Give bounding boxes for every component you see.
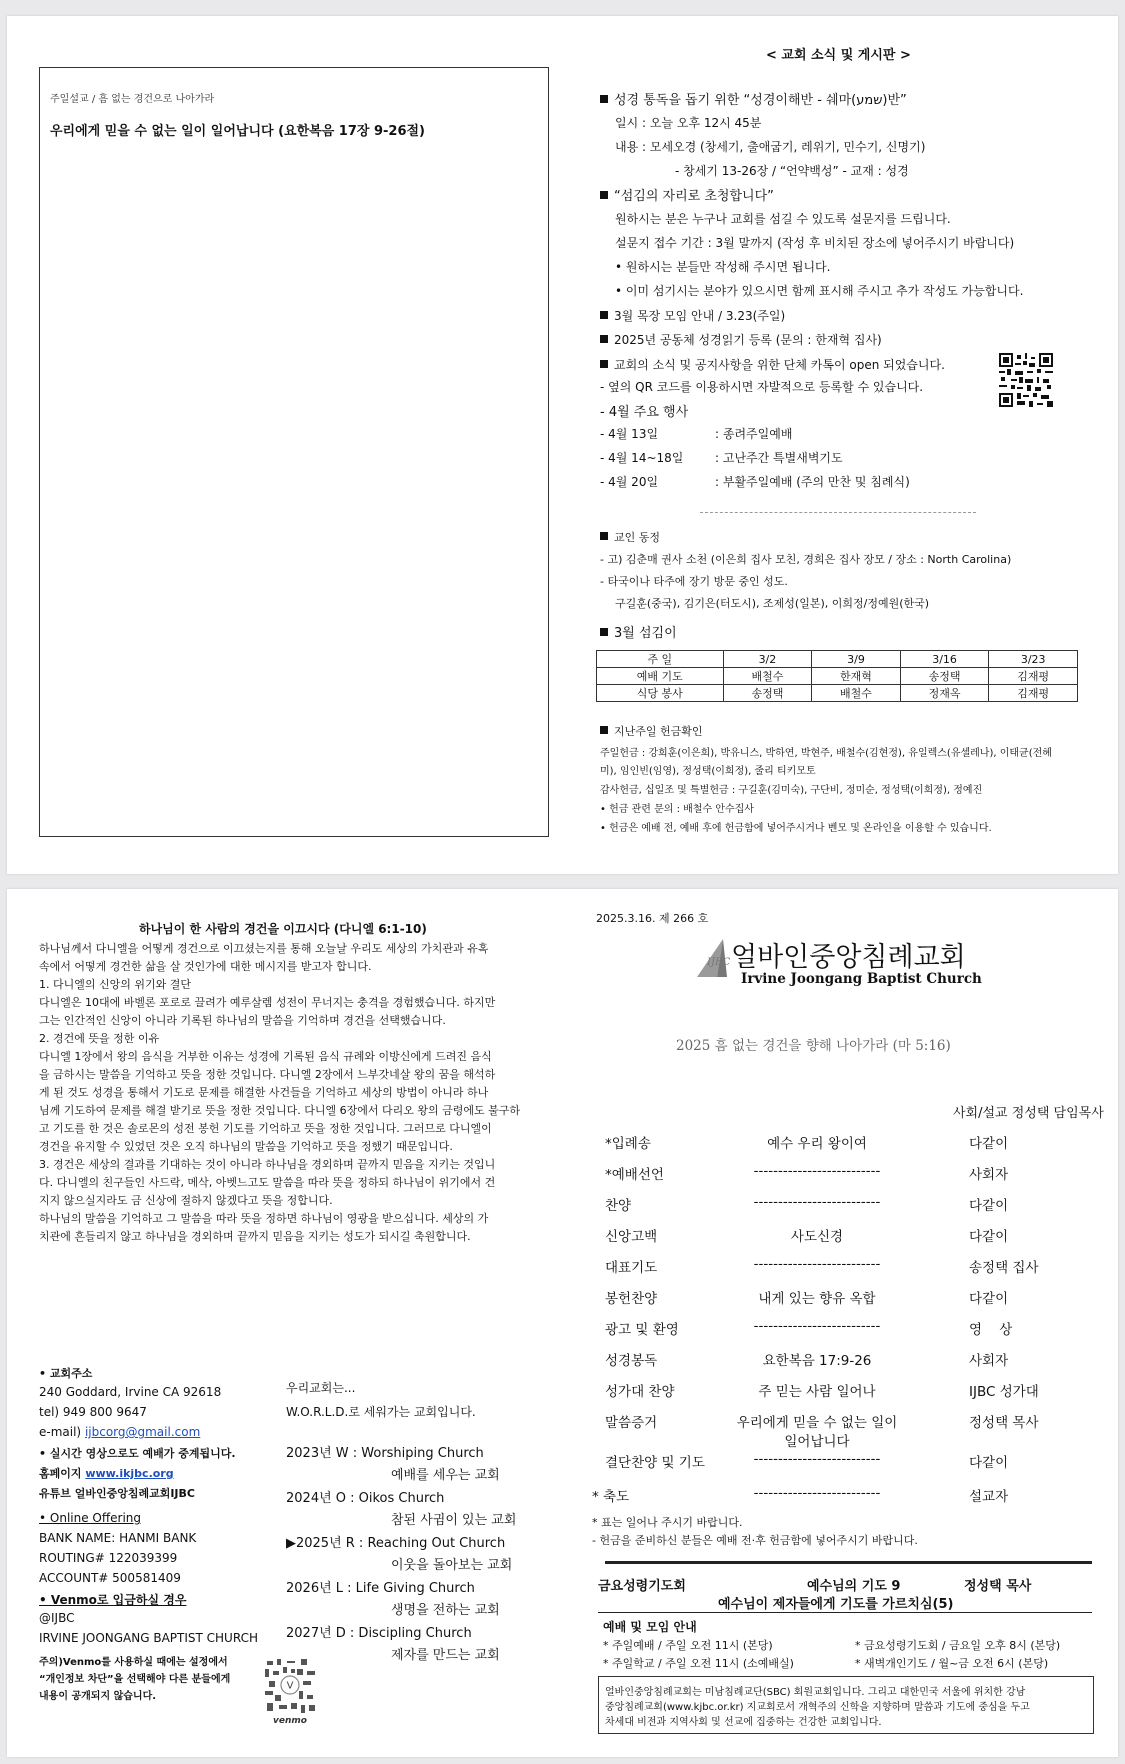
table-header-cell: 3/16 [900, 651, 989, 668]
order-by: 정성택 목사 [969, 1415, 1039, 1431]
table-cell: 김재평 [989, 668, 1078, 685]
order-content: 예수 우리 왕이여 [767, 1136, 867, 1152]
table-header-cell: 3/2 [723, 651, 812, 668]
svg-text:V: V [286, 1680, 294, 1692]
bullet-square-icon [600, 532, 608, 540]
order-content: -------------------------- [753, 1194, 881, 1210]
world-year: 2026년 L : Life Giving Church [286, 1581, 475, 1596]
order-content: -------------------------- [753, 1163, 881, 1179]
friday-prayer-speaker: 정성택 목사 [964, 1579, 1032, 1594]
live-stream-note: • 실시간 영상으로도 예배가 중계됩니다. [39, 1447, 236, 1460]
table-cell: 한재혁 [812, 668, 901, 685]
notice-cell-group: 3월 목장 모임 안내 / 3.23(주일) [600, 307, 785, 324]
order-content: -------------------------- [753, 1451, 881, 1467]
offering-line: 미), 임인빈(임영), 정성택(이희정), 줄리 티키모토 [600, 766, 816, 777]
church-name-korean: 얼바인중앙침례교회 [731, 942, 966, 973]
table-header-cell: 3/9 [812, 651, 901, 668]
table-cell: 정재옥 [900, 685, 989, 702]
homepage-link[interactable]: www.ikjbc.org [85, 1467, 174, 1480]
table-row [597, 685, 1078, 702]
year-motto: 2025 흠 없는 경건을 향해 나아가라 (마 5:16) [676, 1038, 951, 1054]
order-item: 신앙고백 [605, 1229, 658, 1245]
devotion-line: 고 기도를 한 것은 솔로몬의 성전 봉헌 기도를 기억하고 뜻을 정한 것입니다. 그러므로 다니엘이 [39, 1122, 492, 1135]
board-heading: < 교회 소식 및 게시판 > [766, 48, 911, 63]
order-content: 주 믿는 사람 일어나 [758, 1384, 876, 1400]
order-content: 사도신경 [790, 1229, 844, 1245]
devotion-line: 하나님께서 다니엘을 어떻게 경건으로 이끄셨는지를 통해 오늘날 우리도 세상의 가치관과 유혹 [39, 942, 489, 955]
offering-line: • 헌금은 예배 전, 예배 후에 헌금함에 넣어주시거나 벤모 및 온라인을 이용할 수 있습니다. [600, 823, 992, 834]
divider-line [605, 1561, 1092, 1564]
section-divider [700, 512, 976, 513]
devotion-line: 다니엘은 10대에 바벨론 포로로 끌려가 예루살렘 성전이 무너지는 충격을 경험했습니다. 하지만 [39, 996, 496, 1009]
april-event-date: - 4월 14~18일 [600, 451, 684, 465]
youtube-channel[interactable]: 유튜브 얼바인중앙침례교회IJBC [39, 1487, 195, 1500]
homepage-row: 홈페이지 www.ikjbc.org [39, 1467, 174, 1480]
devotion-line: 게 된 것도 성경을 통해서 기도로 문제를 해결한 사건들을 기억하고 세상의 방법이 아니라 하나 [39, 1086, 489, 1099]
notice-title: 성경 통독을 돕기 위한 “성경이해반 - 쉐마(שמע)반” [614, 93, 907, 108]
member-news-line: 구길훈(중국), 김기은(터도시), 조제성(일본), 이희정/정예원(한국) [615, 597, 930, 610]
logo-text: IJBC [707, 957, 731, 968]
notice-bible-reading: 2025년 공동체 성경읽기 등록 (문의 : 한재혁 집사) [600, 331, 882, 348]
routing-number: ROUTING# 122039399 [39, 1551, 178, 1565]
order-item: * 축도 [592, 1489, 630, 1505]
april-event-name: : 고난주간 특별새벽기도 [715, 451, 843, 465]
devotion-line: 3. 경건은 세상의 결과를 기대하는 것이 아니라 하나님을 경외하며 끝까지 믿음을 지키는 것입니 [39, 1158, 496, 1171]
table-cell: 김재평 [989, 685, 1078, 702]
order-by: 설교자 [969, 1489, 1009, 1505]
world-year: ▶2025년 R : Reaching Out Church [286, 1536, 506, 1551]
order-by: 다같이 [969, 1229, 1009, 1245]
order-content: -------------------------- [753, 1485, 881, 1501]
offering-line: • 헌금 관련 문의 : 배철수 안수집사 [600, 804, 754, 815]
order-by: 다같이 [969, 1455, 1009, 1471]
order-by: 영 상 [969, 1322, 1013, 1338]
devotion-line: 을 금하시는 말씀을 기억하고 뜻을 정한 것입니다. 다니엘 2장에서 느부갓네살 왕의 꿈을 해석하 [39, 1068, 496, 1081]
bank-name: BANK NAME: HANMI BANK [39, 1531, 197, 1545]
bullet-square-icon [600, 335, 608, 343]
bullet-square-icon [600, 360, 608, 368]
notice-line: 내용 : 모세오경 (창세기, 출애굽기, 레위기, 민수기, 신명기) [615, 140, 926, 154]
order-content: -------------------------- [753, 1318, 881, 1334]
order-by: 다같이 [969, 1198, 1009, 1214]
church-info-line: 차세대 비전과 지역사회 및 선교에 집중하는 건강한 교회입니다. [605, 1717, 882, 1728]
venmo-id: @IJBC [39, 1611, 75, 1625]
order-item: *예배선언 [605, 1167, 664, 1183]
bulletin-outer-page [7, 889, 1118, 1757]
order-content: 일어납니다 [784, 1434, 850, 1450]
notice-line: 일시 : 오늘 오후 12시 45분 [615, 116, 762, 130]
schedule-title: 예배 및 모임 안내 [603, 1620, 697, 1634]
notice-line: 설문지 접수 기간 : 3월 말까지 (작성 후 비치된 장소에 넣어주시기 바랍니다) [615, 236, 1015, 250]
notice-line: - 창세기 13-26장 / “언약백성” - 교재 : 성경 [675, 164, 909, 178]
sermon-series-label: 주일설교 / 흠 없는 경건으로 나아가라 [50, 94, 215, 105]
notice-line: 원하시는 분은 누구나 교회를 섬길 수 있도록 설문지를 드립니다. [615, 212, 951, 226]
order-by: 사회자 [969, 1167, 1009, 1183]
april-events-title: - 4월 주요 행사 [600, 405, 689, 420]
church-info-line: 중앙침례교회(www.kjbc.or.kr) 지교회로서 개혁주의 신학을 지향하며 말씀과 기도에 중심을 두고 [605, 1702, 1030, 1713]
table-cell: 송정택 [900, 668, 989, 685]
table-cell: 송정택 [723, 685, 812, 702]
order-item: 봉헌찬양 [605, 1291, 658, 1307]
sermon-notes-box [39, 67, 549, 837]
order-item: 말씀증거 [605, 1415, 658, 1431]
notice-kakao-group: 교회의 소식 및 공지사항을 위한 단체 카톡이 open 되었습니다. [600, 356, 945, 373]
order-content: 요한복음 17:9-26 [762, 1353, 872, 1369]
april-event-name: : 종려주일예배 [715, 427, 793, 441]
offering-line: 감사헌금, 십일조 및 특별헌금 : 구길훈(김미숙), 구단비, 정미순, 정성택(이희정), 정예진 [600, 785, 983, 796]
notice-title: “섬김의 자리로 초청합니다” [614, 189, 774, 204]
church-address: 240 Goddard, Irvine CA 92618 [39, 1385, 222, 1399]
devotion-line: 치관에 흔들리지 않고 하나님을 경외하며 끝까지 믿음을 지키는 성도가 되시길 축원합니다. [39, 1230, 471, 1243]
devotion-title: 하나님이 한 사람의 경건을 이끄시다 (다니엘 6:1-10) [139, 922, 427, 936]
friday-prayer-title: 예수님의 기도 9 [807, 1579, 901, 1594]
church-email-row: e-mail) ijbcorg@gmail.com [39, 1425, 201, 1439]
friday-prayer-subtitle: 예수님이 제자들에게 기도를 가르치심(5) [718, 1597, 954, 1612]
notice-serving [600, 185, 774, 204]
table-header-cell: 주 일 [597, 651, 724, 668]
venmo-title: • Venmo로 입금하실 경우 [39, 1593, 187, 1607]
devotion-line: 하나님의 말씀을 기억하고 그 말씀을 따라 뜻을 정하면 하나님이 영광을 받으십니다. 세상의 가 [39, 1212, 489, 1225]
bullet-square-icon [600, 726, 608, 734]
world-desc: 생명을 전하는 교회 [391, 1603, 500, 1618]
table-row [597, 651, 1078, 668]
table-cell: 배철수 [723, 668, 812, 685]
venmo-logo-text: venmo [273, 1716, 307, 1726]
world-desc: 제자를 만드는 교회 [391, 1648, 500, 1663]
notice-line: • 원하시는 분들만 작성해 주시면 됩니다. [615, 260, 831, 274]
order-by: 다같이 [969, 1291, 1009, 1307]
order-note: - 헌금을 준비하신 분들은 예배 전·후 헌금함에 넣어주시기 바랍니다. [592, 1534, 918, 1547]
church-name-english: Irvine Joongang Baptist Church [741, 971, 982, 987]
order-by: IJBC 성가대 [969, 1384, 1039, 1400]
venmo-account-name: IRVINE JOONGANG BAPTIST CHURCH [39, 1631, 258, 1645]
bulletin-inner-page [7, 16, 1118, 874]
devotion-line: 그는 인간적인 신앙이 아니라 기록된 하나님의 말씀을 기억하며 경건을 선택했습니다. [39, 1014, 446, 1027]
bullet-square-icon [600, 95, 608, 103]
order-item: *입례송 [605, 1136, 651, 1152]
order-item: 성경봉독 [605, 1353, 658, 1369]
schedule-item: * 주일학교 / 주일 오전 11시 (소예배실) [603, 1657, 794, 1670]
world-year: 2027년 D : Discipling Church [286, 1626, 472, 1641]
world-desc: 이웃을 돌아보는 교회 [391, 1558, 513, 1573]
devotion-line: 님께 기도하여 문제를 해결 받기로 뜻을 정한 것입니다. 다니엘 6장에서 다리오 왕의 금령에도 불구하 [39, 1104, 520, 1117]
world-intro: W.O.R.L.D.로 세워가는 교회입니다. [286, 1405, 476, 1419]
member-news-line: - 고) 김춘매 권사 소천 (이은희 집사 모친, 경희은 집사 장모 / 장소 : North Carolina) [600, 553, 1012, 566]
order-content: 우리에게 믿을 수 없는 일이 [736, 1415, 898, 1431]
order-by: 사회자 [969, 1353, 1009, 1369]
devotion-line: 1. 다니엘의 신앙의 위기와 결단 [39, 978, 191, 991]
devotion-line: 지지 않으실지라도 금 신상에 절하지 않겠다고 뜻을 정합니다. [39, 1194, 333, 1207]
officiant: 사회/설교 정성택 담임목사 [953, 1106, 1104, 1121]
friday-prayer-label: 금요성령기도회 [598, 1579, 686, 1594]
devotion-line: 경건을 유지할 수 있었던 것은 오직 하나님의 말씀을 기억하고 뜻을 정했기 때문입니다. [39, 1140, 453, 1153]
online-offering-title: • Online Offering [39, 1511, 141, 1525]
notice-bible-class [600, 89, 907, 108]
order-item: 찬양 [605, 1198, 632, 1214]
address-title: • 교회주소 [39, 1367, 93, 1380]
devotion-line: 2. 경건에 뜻을 정한 이유 [39, 1032, 160, 1045]
devotion-line: 다. 다니엘의 친구들인 사드락, 메삭, 아벳느고도 말씀을 따라 뜻을 정하되 하나님이 위기에서 건 [39, 1176, 496, 1189]
kakao-qr-code-icon[interactable] [999, 353, 1053, 407]
account-number: ACCOUNT# 500581409 [39, 1571, 181, 1585]
duty-table [596, 650, 1078, 702]
world-year: 2024년 O : Oikos Church [286, 1491, 445, 1506]
notice-line: - 옆의 QR 코드를 이용하시면 자발적으로 등록할 수 있습니다. [600, 380, 924, 394]
church-info-box [598, 1676, 1094, 1734]
world-year: 2023년 W : Worshiping Church [286, 1446, 484, 1461]
table-header-cell: 3/23 [989, 651, 1078, 668]
issue-number: 2025.3.16. 제 266 호 [596, 912, 709, 925]
notice-line: • 이미 섬기시는 분야가 있으시면 함께 표시해 주시고 추가 작성도 가능합니다. [615, 284, 1024, 298]
april-event-date: - 4월 13일 [600, 427, 659, 441]
venmo-qr[interactable] [265, 1659, 315, 1731]
devotion-line: 다니엘 1장에서 왕의 음식을 거부한 이유는 성경에 기록된 음식 규례와 이방신에게 드려진 음식 [39, 1050, 492, 1063]
offering-line: 주일헌금 : 강희훈(이은희), 박유니스, 박하연, 박현주, 배철수(김현정), 유일렉스(유셀레나), 이태균(전혜 [600, 748, 1052, 759]
venmo-note: “개인정보 차단”을 선택해야 다른 분들에게 [39, 1674, 231, 1685]
order-content: -------------------------- [753, 1256, 881, 1272]
order-item: 대표기도 [605, 1260, 658, 1276]
church-tel[interactable]: tel) 949 800 9647 [39, 1405, 147, 1419]
schedule-item: * 새벽개인기도 / 월~금 오전 6시 (본당) [855, 1657, 1049, 1670]
table-cell: 배철수 [812, 685, 901, 702]
schedule-item: * 금요성령기도회 / 금요일 오후 8시 (본당) [855, 1639, 1061, 1652]
offering-title: 지난주일 헌금확인 [600, 723, 703, 739]
venmo-qr-code-icon [265, 1659, 315, 1715]
world-desc: 참된 사귐이 있는 교회 [391, 1513, 517, 1528]
table-row [597, 668, 1078, 685]
order-item: 광고 및 환영 [605, 1322, 679, 1338]
table-cell: 예배 기도 [597, 668, 724, 685]
april-event-date: - 4월 20일 [600, 475, 659, 489]
table-cell: 식당 봉사 [597, 685, 724, 702]
email-link[interactable]: ijbcorg@gmail.com [84, 1425, 201, 1439]
divider-line [598, 1612, 1092, 1613]
order-by: 송정택 집사 [969, 1260, 1039, 1276]
world-intro: 우리교회는... [286, 1381, 356, 1395]
bullet-square-icon [600, 191, 608, 199]
world-desc: 예배를 세우는 교회 [391, 1468, 500, 1483]
bullet-square-icon [600, 311, 608, 319]
member-news-title: 교인 동정 [600, 529, 660, 545]
order-item: 결단찬양 및 기도 [605, 1455, 705, 1471]
order-by: 다같이 [969, 1136, 1009, 1152]
april-event-name: : 부활주일예배 (주의 만찬 및 침례식) [715, 475, 910, 489]
venmo-note: 내용이 공개되지 않습니다. [39, 1691, 157, 1702]
duty-title: 3월 섬김이 [600, 622, 677, 641]
member-news-line: - 타국이나 타주에 장기 방문 중인 성도. [600, 575, 788, 588]
order-item: 성가대 찬양 [605, 1384, 675, 1400]
sermon-title: 우리에게 믿을 수 없는 일이 일어납니다 (요한복음 17장 9-26절) [50, 124, 425, 139]
order-note: * 표는 일어나 주시기 바랍니다. [592, 1516, 743, 1529]
schedule-item: * 주일예배 / 주일 오전 11시 (본당) [603, 1639, 773, 1652]
order-content: 내게 있는 향유 옥합 [758, 1291, 876, 1307]
church-info-line: 얼바인중앙침례교회는 미남침례교단(SBC) 회원교회입니다. 그리고 대한민국 서울에 위치한 강남 [605, 1687, 1026, 1698]
devotion-line: 속에서 어떻게 경건한 삶을 살 것인가에 대한 메시지를 받고자 합니다. [39, 960, 372, 973]
bullet-square-icon [600, 628, 608, 636]
venmo-note: 주의)Venmo를 사용하실 때에는 설정에서 [39, 1657, 228, 1668]
